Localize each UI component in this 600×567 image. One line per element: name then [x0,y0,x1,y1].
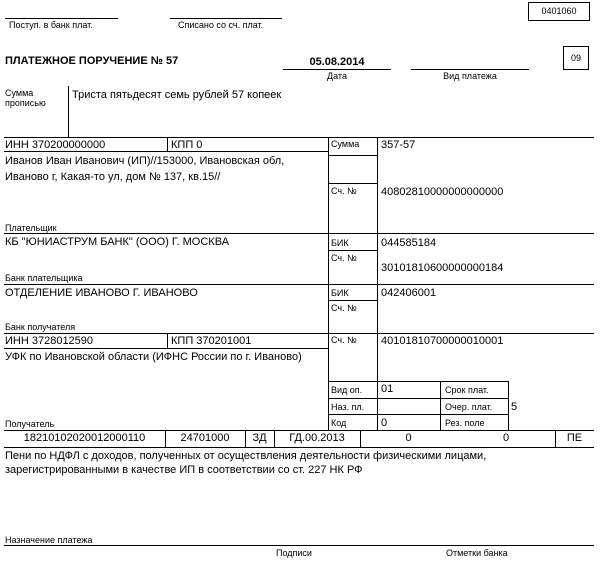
payer-bank-bik-label: БИК [331,238,349,248]
grid-line [328,183,377,184]
sum-label: Сумма [331,139,360,149]
payer-account-value: 40802810000000000000 [381,186,504,198]
op-type-value: 01 [381,383,394,395]
debited-line [170,18,282,19]
grid-line [167,333,168,348]
recipient-label: Получатель [5,419,55,429]
recipient-bank-bik-value: 042406001 [381,287,437,299]
code-value: 0 [381,417,388,429]
page-title: ПЛАТЕЖНОЕ ПОРУЧЕНИЕ № 57 [5,55,179,67]
payer-bank-account-value: 30101810600000000184 [381,262,504,274]
payment-date: 05.08.2014 [309,56,365,68]
tax-kbk: 18210102020012000110 [23,432,146,444]
recipient-inn: ИНН 3728012590 [5,335,94,347]
payer-bank-label: Банк плательщика [5,273,83,283]
payer-bank-name: КБ "ЮНИАСТРУМ БАНК" (ООО) Г. МОСКВА [5,236,230,248]
payer-label: Плательщик [5,223,57,233]
purpose-line-2: зарегистрированными в качестве ИП в соответствии со ст. 227 НК РФ [5,464,363,476]
grid-line [440,381,441,430]
payment-type-line [411,69,529,70]
grid-line [328,250,377,251]
code-label: Код [331,418,347,428]
grid-line [167,137,168,151]
tax-basis: ЗД [252,432,267,444]
grid-line [4,151,328,152]
grid-line [4,348,328,349]
amount-words-label-1: Сумма [5,88,34,98]
order-value: 5 [511,401,518,413]
date-line [283,69,391,70]
term-label: Срок плат. [445,385,489,395]
status-code: 09 [570,53,581,63]
payer-name-line-1: Иванов Иван Иванович (ИП)//153000, Ивановская обл, [5,155,285,167]
payment-type-label: Вид платежа [443,71,497,81]
purpose-label: Назначение платежа [5,535,93,545]
recipient-account-label: Сч. № [331,335,357,345]
signatures-label: Подписи [276,548,312,558]
grid-line [328,414,508,415]
amount-words-label-2: прописью [5,98,46,108]
recipient-bank-bik-label: БИК [331,288,349,298]
tax-period: ГД.00.2013 [289,432,345,444]
debited-label: Списано со сч. плат. [178,20,264,30]
purpose-line-1: Пени по НДФЛ с доходов, полученных от осуществления деятельности физическими лицами, [5,450,487,462]
bank-marks-label: Отметки банка [446,548,508,558]
payer-bank-bik-value: 044585184 [381,237,437,249]
form-code: 0401060 [541,6,577,16]
received-label: Поступ. в банк плат. [9,20,93,30]
sum-value: 357-57 [381,139,416,151]
payer-name-line-2: Иваново г, Какая-то ул, дом № 137, кв.15// [5,171,221,183]
date-label: Дата [327,71,347,81]
recipient-bank-account-label: Сч. № [331,303,357,313]
amount-words-value: Триста пятьдесят семь рублей 57 копеек [72,89,282,101]
tax-oktmo: 24701000 [180,432,230,444]
recipient-bank-label: Банк получателя [5,322,76,332]
tax-doc-number: 0 [405,432,412,444]
reserve-label: Рез. поле [445,418,485,428]
received-line [5,18,118,19]
payer-inn: ИНН 370200000000 [5,139,106,151]
tax-doc-date: 0 [502,432,510,444]
grid-line [328,155,377,156]
tax-payment-type: ПЕ [566,432,583,444]
grid-line [328,398,508,399]
grid-line [4,137,594,138]
grid-line [508,381,509,430]
grid-line [4,430,594,431]
recipient-kpp: КПП 370201001 [171,335,252,347]
payer-bank-account-label: Сч. № [331,253,357,263]
payer-account-label: Сч. № [331,186,357,196]
grid-line [4,284,594,285]
grid-line [4,447,594,448]
grid-line [328,381,508,382]
recipient-account-value: 40101810700000010001 [381,335,504,347]
grid-line [4,233,594,234]
order-label: Очер. плат. [445,402,493,412]
purpose-code-label: Наз. пл. [331,402,365,412]
recipient-name: УФК по Ивановской области (ИФНС России по г. Иваново) [5,351,302,363]
amount-words-divider [68,86,69,137]
grid-line [4,545,594,546]
recipient-bank-name: ОТДЕЛЕНИЕ ИВАНОВО Г. ИВАНОВО [5,287,198,299]
grid-line [4,333,594,334]
payer-kpp: КПП 0 [171,139,203,151]
op-type-label: Вид оп. [331,385,363,395]
grid-line [328,300,377,301]
